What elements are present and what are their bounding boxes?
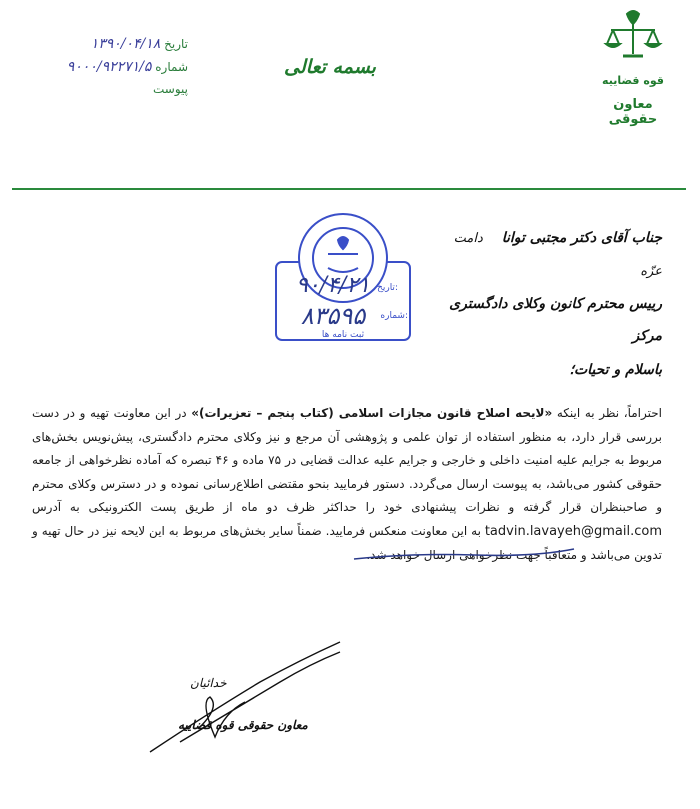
- body-main: در این معاونت تهیه و در دست بررسی قرار دارد، به منظور استفاده از توان علمی و پژوهشی آن مرجع و نیز وکلای محترم دادگستری، پیش‌نویس بخش‌های مربوط به جرایم علیه امنیت داخلی و خارجی و جرایم علیه عدالت قضایی در ۷۵ ماده و ۴۶ تبصره که آماده نظرخواهی از جامعه حقوقی کشور می‌باشد، به پیوست ارسال می‌گردد. دستور فرمایید بنحو مقتضی اطلاع‌رسانی نموده و در دسترس وکلای محترم و صاحبنظران قرار گرفته و نظرات پیشنهادی خود را حداکثر ظرف دو ماه از طریق پست الکترونیکی به آدرس: [32, 406, 663, 515]
- stamp-number-label: شماره:: [380, 311, 408, 321]
- bismillah-heading: بسمه تعالی: [284, 56, 376, 78]
- number-value: ۹۰۰۰/۹۲۲۷۱/۵: [66, 59, 152, 75]
- greeting: باسلام و تحیات؛: [569, 362, 662, 378]
- addressee-line2: رییس محترم کانون وکلای دادگستری مرکز: [449, 296, 662, 344]
- signatory-title: معاون حقوقی قوه قضاییه: [178, 718, 308, 732]
- signatory-name: خدائیان: [190, 676, 227, 690]
- ink-underline: [352, 547, 577, 563]
- date-label: تاریخ: [164, 37, 188, 51]
- attachment-label: پیوست: [153, 82, 188, 96]
- addressee-line1: [432, 222, 662, 288]
- contact-email: tadvin.lavayeh@gmail.com: [484, 523, 662, 539]
- attachment-row: [28, 82, 188, 105]
- date-row: [28, 36, 188, 59]
- org-name: قوه قضاییه: [602, 74, 664, 87]
- body-intro: احتراماً، نظر به اینکه: [552, 406, 662, 420]
- letterhead-logo: [588, 8, 678, 127]
- body-closing: به این معاونت منعکس فرمایید. ضمناً سایر بخش‌های مربوط به این لایحه نیز در حال تهیه و تدوین می‌باشد و متعاقباً جهت نظرخواهی ارسال خواهد شد.: [32, 523, 662, 562]
- bill-title: «لایحه اصلاح قانون مجازات اسلامی (کتاب پنجم – تعزیرات)»: [191, 406, 553, 420]
- addressee-name: جناب آقای دکتر مجتبی توانا: [501, 230, 662, 246]
- header-divider: [12, 188, 686, 190]
- number-row: [28, 59, 188, 82]
- addressee-honorific: دامت عزّه: [453, 231, 662, 279]
- justice-scales-icon: [603, 8, 663, 68]
- org-unit: معاون حقوقی: [608, 97, 658, 127]
- date-value: ۱۳۹۰/۰۴/۱۸: [90, 36, 161, 52]
- stamp-date-value: ۹۰/۴/۲۱: [296, 273, 370, 298]
- stamp-registry-label: ثبت نامه ها: [321, 330, 365, 340]
- stamp-date-label: تاریخ:: [377, 283, 398, 293]
- addressee: [432, 222, 662, 352]
- letter-meta: [28, 36, 188, 105]
- stamp-number-value: ۸۳۵۹۵: [300, 302, 366, 330]
- number-label: شماره: [155, 60, 188, 74]
- registry-stamp: [268, 210, 418, 350]
- handwritten-signature: [140, 632, 360, 762]
- letter-body: [32, 402, 662, 567]
